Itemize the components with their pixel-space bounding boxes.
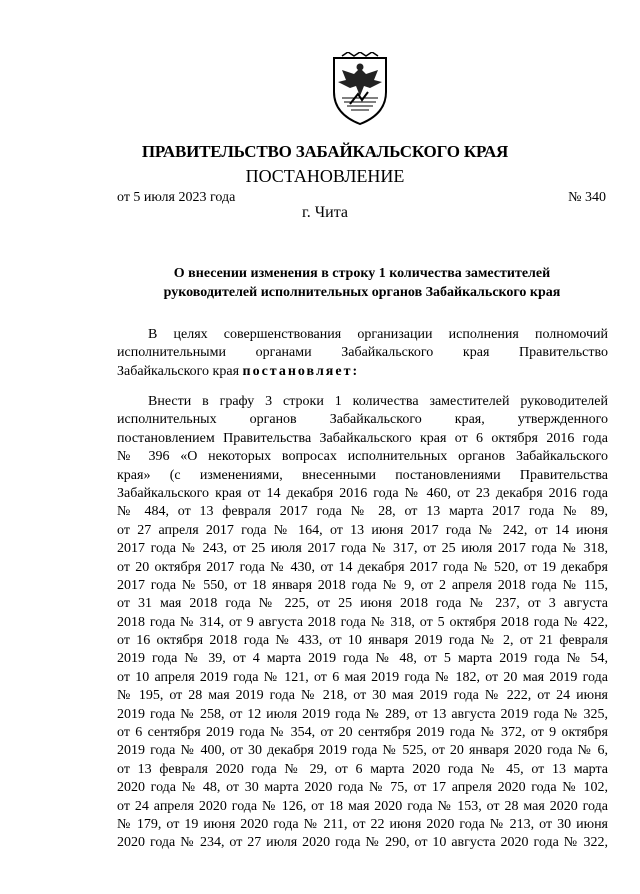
paragraph-line: 2020 года № 48, от 30 марта 2020 года № 75, от 17 апреля 2020 года № 102, (117, 780, 608, 796)
document-type: ПОСТАНОВЛЕНИЕ (245, 166, 405, 186)
paragraph-line: 2017 года № 243, от 25 июля 2017 года № 317, от 25 июля 2017 года № 318, (117, 541, 608, 557)
paragraph-line: края» (с изменениями, внесенными постановлениями Правительства (117, 467, 608, 483)
organization-title: ПРАВИТЕЛЬСТВО ЗАБАЙКАЛЬСКОГО КРАЯ (141, 142, 509, 161)
paragraph-line: от 13 февраля 2020 года № 29, от 6 марта 2020 года № 45, от 13 марта (117, 761, 608, 777)
paragraph-line: постановлением Правительства Забайкальского края от 6 октября 2016 года (117, 430, 608, 446)
document-subject (117, 264, 607, 302)
paragraph-line: № 484, от 13 февраля 2017 года № 28, от 13 марта 2017 года № 89, (117, 504, 608, 520)
subject-line-1: О внесении изменения в строку 1 количества заместителей (173, 266, 551, 281)
document-number: № 340 (568, 190, 606, 205)
paragraph-line-final (117, 363, 608, 381)
paragraph-line: от 6 сентября 2019 года № 354, от 20 сентября 2019 года № 372, от 9 октября (117, 725, 608, 741)
paragraph-line: В целях совершенствования организации исполнения полномочий (148, 327, 608, 342)
paragraph-text: Забайкальского края (117, 363, 240, 379)
paragraph-line: Забайкальского края от 14 декабря 2016 года № 460, от 23 декабря 2016 года (117, 485, 608, 501)
document-city: г. Чита (301, 204, 348, 221)
paragraph-line: от 24 апреля 2020 года № 126, от 18 мая 2020 года № 153, от 28 мая 2020 года (117, 798, 608, 814)
paragraph-line: № 179, от 19 июня 2020 года № 211, от 22 июня 2020 года № 213, от 30 июня (117, 816, 608, 832)
paragraph-line: от 27 апреля 2017 года № 164, от 13 июня 2017 года № 242, от 14 июня (117, 522, 608, 538)
paragraph-line: № 396 «О некоторых вопросах исполнительных органов Забайкальского (117, 449, 608, 465)
document-date: от 5 июля 2023 года (117, 190, 236, 205)
subject-line-2: руководителей исполнительных органов Забайкальского края (163, 285, 561, 300)
paragraph-line: 2017 года № 550, от 18 января 2018 года № 9, от 2 апреля 2018 года № 115, (117, 577, 608, 593)
paragraph-line: от 10 апреля 2019 года № 121, от 6 мая 2019 года № 182, от 20 мая 2019 года (117, 669, 608, 685)
paragraph-line: от 31 мая 2018 года № 225, от 25 июня 2018 года № 237, от 3 августа (117, 596, 608, 612)
decree-verb: постановляет: (242, 363, 360, 379)
paragraph-amendment (117, 393, 608, 853)
paragraph-line: 2020 года № 234, от 27 июля 2020 года № 290, от 10 августа 2020 года № 322, (117, 835, 608, 851)
paragraph-line: 2019 года № 400, от 30 декабря 2019 года № 525, от 20 января 2020 года № 6, (117, 743, 608, 759)
coat-of-arms-emblem (328, 52, 392, 126)
paragraph-line: 2018 года № 314, от 9 августа 2018 года № 318, от 5 октября 2018 года № 422, (117, 614, 608, 630)
paragraph-line: исполнительными органами Забайкальского края Правительство (117, 345, 608, 361)
paragraph-line: от 20 октября 2017 года № 430, от 14 декабря 2017 года № 520, от 19 декабря (117, 559, 608, 575)
paragraph-line: исполнительных органов Забайкальского края, утвержденного (117, 412, 608, 428)
paragraph-line: Внести в графу 3 строки 1 количества заместителей руководителей (148, 394, 608, 409)
paragraph-preamble (117, 326, 608, 381)
paragraph-line: от 16 октября 2018 года № 433, от 10 января 2019 года № 2, от 21 февраля (117, 633, 608, 649)
paragraph-line: № 195, от 28 мая 2019 года № 218, от 30 мая 2019 года № 222, от 24 июня (117, 688, 608, 704)
paragraph-line: 2019 года № 258, от 12 июля 2019 года № 289, от 13 августа 2019 года № 325, (117, 706, 608, 722)
paragraph-line: 2019 года № 39, от 4 марта 2019 года № 48, от 5 марта 2019 года № 54, (117, 651, 608, 667)
coat-of-arms-icon (328, 52, 392, 126)
